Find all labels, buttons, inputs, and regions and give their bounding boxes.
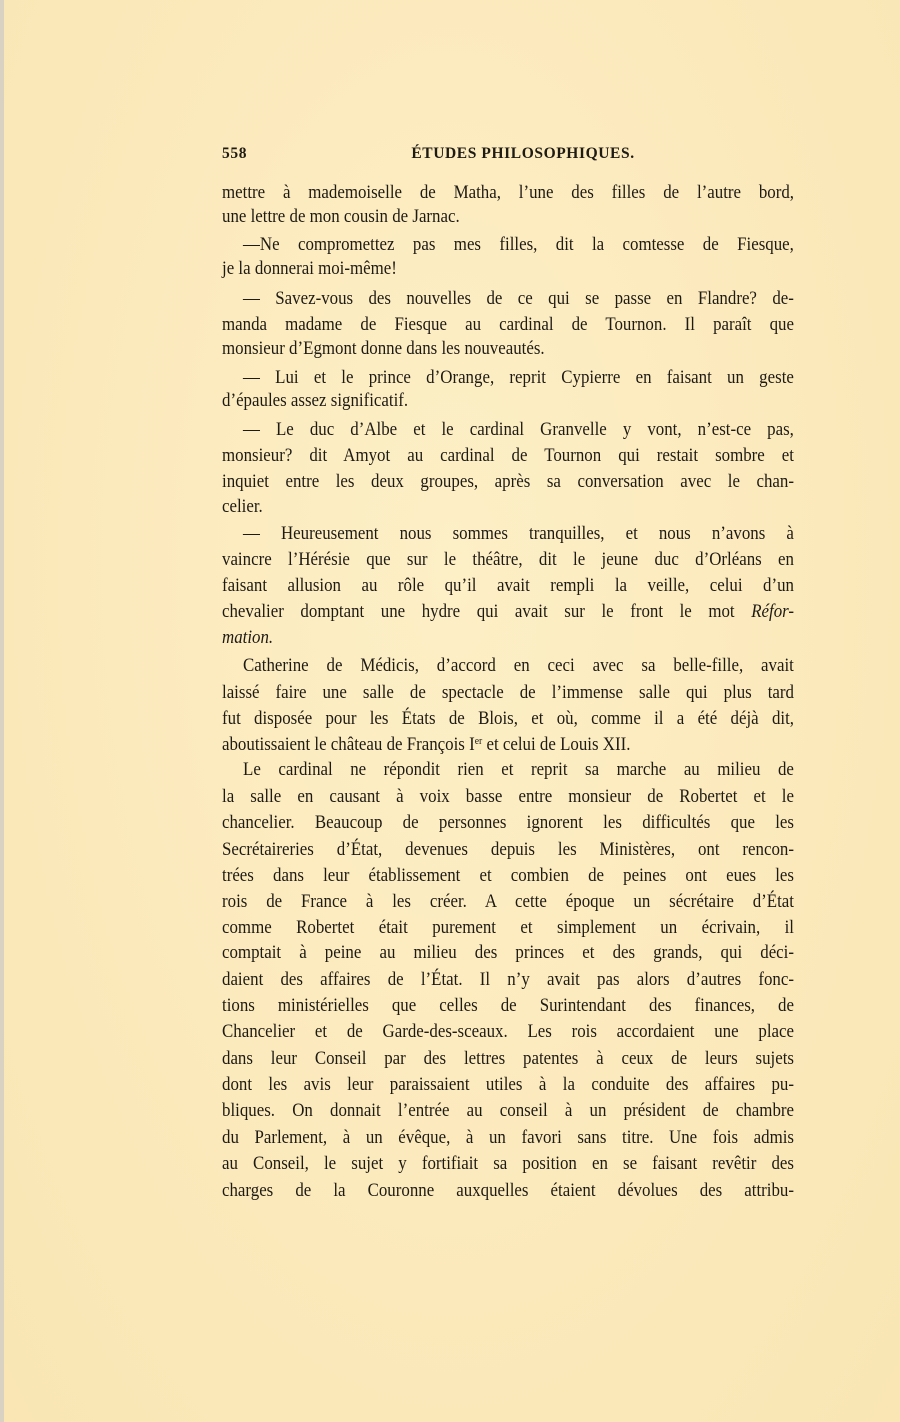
text-line bbox=[222, 967, 794, 993]
text-line bbox=[222, 204, 794, 230]
text-line-content: manda madame de Fiesque au cardinal de Tournon. Il paraît que bbox=[222, 314, 794, 335]
text-line-content: — Savez-vous des nouvelles de ce qui se passe en Flandre? de- bbox=[243, 288, 794, 309]
text-line-content: Secrétaireries d’État, devenues depuis les Ministères, ont rencon- bbox=[222, 839, 794, 860]
text-line bbox=[222, 706, 794, 732]
text-line-content: — Lui et le prince d’Orange, reprit Cypierre en faisant un geste bbox=[243, 367, 794, 388]
text-line-content: daient des affaires de l’État. Il n’y avait pas alors d’autres fonc- bbox=[222, 969, 794, 990]
text-line-content: —Ne compromettez pas mes filles, dit la comtesse de Fiesque, bbox=[243, 234, 794, 255]
book-page bbox=[4, 0, 900, 1422]
text-line-content: aboutissaient le château de François I bbox=[222, 734, 475, 755]
text-line bbox=[243, 286, 794, 312]
text-line bbox=[222, 1072, 794, 1098]
text-line-content: comme Robertet était purement et simplement un écrivain, il bbox=[222, 917, 794, 938]
text-line bbox=[222, 1019, 794, 1045]
text-line-content: une lettre de mon cousin de Jarnac. bbox=[222, 206, 460, 227]
text-line-content: mettre à mademoiselle de Matha, l’une des filles de l’autre bord, bbox=[222, 182, 794, 203]
text-line-content: chevalier domptant une hydre qui avait sur le front le mot bbox=[222, 601, 735, 622]
text-line bbox=[222, 1098, 794, 1124]
text-line bbox=[222, 889, 794, 915]
text-line-content: bliques. On donnait l’entrée au conseil à un président de chambre bbox=[222, 1100, 794, 1121]
text-line-content: laissé faire une salle de spectacle de l’immense salle qui plus tard bbox=[222, 682, 794, 703]
text-line-content: dont les avis leur paraissaient utiles à la conduite des affaires pu- bbox=[222, 1074, 794, 1095]
text-line-content: du Parlement, à un évêque, à un favori sans titre. Une fois admis bbox=[222, 1127, 794, 1148]
text-line bbox=[222, 443, 794, 469]
text-line bbox=[222, 469, 794, 495]
text-line bbox=[243, 653, 794, 679]
text-line bbox=[222, 494, 794, 520]
text-line bbox=[222, 837, 794, 863]
text-line-content: chancelier. Beaucoup de personnes ignorent les difficultés que les bbox=[222, 812, 794, 833]
text-line-content: faisant allusion au rôle qu’il avait rempli la veille, celui d’un bbox=[222, 575, 794, 596]
text-line-content: Chancelier et de Garde-des-sceaux. Les rois accordaient une place bbox=[222, 1021, 794, 1042]
text-line-content: — Le duc d’Albe et le cardinal Granvelle y vont, n’est-ce pas, bbox=[243, 419, 794, 440]
italic-word: Réfor- bbox=[751, 601, 794, 622]
page-header bbox=[222, 145, 794, 169]
text-line bbox=[222, 547, 794, 573]
text-line-content: je la donnerai moi-même! bbox=[222, 258, 397, 279]
text-line bbox=[222, 336, 794, 362]
text-line-content: monsieur d’Egmont donne dans les nouveautés. bbox=[222, 338, 545, 359]
text-line bbox=[222, 388, 794, 414]
text-line-content: vaincre l’Hérésie que sur le théâtre, dit le jeune duc d’Orléans en bbox=[222, 549, 794, 570]
text-line bbox=[243, 232, 794, 258]
text-line-content: charges de la Couronne auxquelles étaient dévolues des attribu- bbox=[222, 1180, 794, 1201]
text-line-content: comptait à peine au milieu des princes et des grands, qui déci- bbox=[222, 942, 794, 963]
text-line-content: inquiet entre les deux groupes, après sa conversation avec le chan- bbox=[222, 471, 794, 492]
text-line-content: au Conseil, le sujet y fortifiait sa position en se faisant revêtir des bbox=[222, 1153, 794, 1174]
text-line bbox=[222, 1151, 794, 1177]
running-title: ÉTUDES PHILOSOPHIQUES. bbox=[411, 145, 635, 162]
text-line-content: la salle en causant à voix basse entre monsieur de Robertet et le bbox=[222, 786, 794, 807]
text-line-content: — Heureusement nous sommes tranquilles, et nous n’avons à bbox=[243, 523, 794, 544]
text-line bbox=[243, 757, 794, 783]
text-line bbox=[222, 625, 794, 651]
text-line bbox=[222, 915, 794, 941]
text-line bbox=[222, 1125, 794, 1151]
text-line-content: monsieur? dit Amyot au cardinal de Tournon qui restait sombre et bbox=[222, 445, 794, 466]
text-line-content: Catherine de Médicis, d’accord en ceci avec sa belle-fille, avait bbox=[243, 655, 794, 676]
superscript: er bbox=[474, 735, 483, 747]
text-line bbox=[222, 599, 794, 625]
text-line bbox=[222, 312, 794, 338]
text-line bbox=[222, 940, 794, 966]
text-line bbox=[222, 810, 794, 836]
text-line bbox=[222, 1178, 794, 1204]
text-line bbox=[243, 417, 794, 443]
text-line-content: fut disposée pour les États de Blois, et où, comme il a été déjà dit, bbox=[222, 708, 794, 729]
text-line bbox=[243, 521, 794, 547]
text-line bbox=[222, 1046, 794, 1072]
text-line-content: tions ministérielles que celles de Surintendant des finances, de bbox=[222, 995, 794, 1016]
text-line bbox=[222, 863, 794, 889]
text-line-content: et celui de Louis XII. bbox=[482, 734, 631, 755]
page-number: 558 bbox=[222, 145, 248, 162]
text-line bbox=[222, 680, 794, 706]
text-line-content: rois de France à les créer. A cette époque un sécrétaire d’État bbox=[222, 891, 794, 912]
text-line bbox=[222, 573, 794, 599]
text-line-content: dans leur Conseil par des lettres patentes à ceux de leurs sujets bbox=[222, 1048, 794, 1069]
text-line bbox=[222, 993, 794, 1019]
text-line bbox=[222, 784, 794, 810]
text-line-content: celier. bbox=[222, 496, 263, 517]
text-line-content: d’épaules assez significatif. bbox=[222, 390, 409, 411]
italic-word: mation. bbox=[222, 627, 274, 648]
text-line bbox=[222, 256, 794, 282]
text-line-content: Le cardinal ne répondit rien et reprit sa marche au milieu de bbox=[243, 759, 794, 780]
text-line-content: trées dans leur établissement et combien de peines ont eues les bbox=[222, 865, 794, 886]
text-line bbox=[222, 732, 794, 758]
text-line bbox=[222, 180, 794, 206]
